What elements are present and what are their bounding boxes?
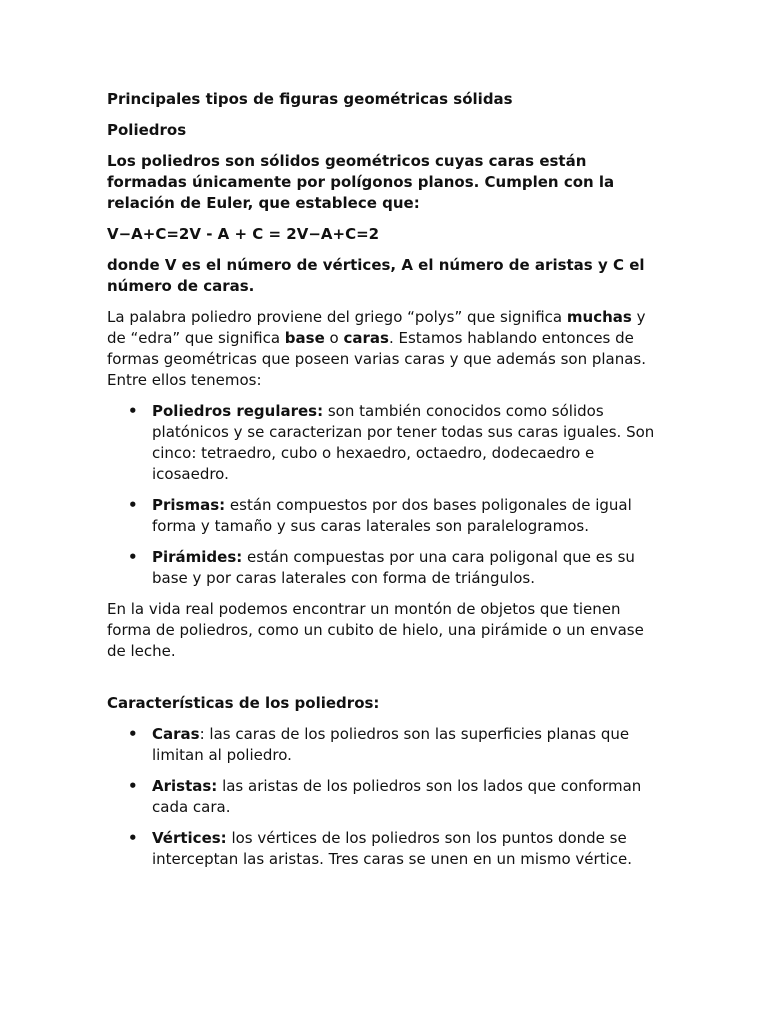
blank-line bbox=[107, 672, 663, 693]
characteristics-list bbox=[107, 724, 663, 870]
list-item-caras bbox=[128, 724, 663, 766]
etymology-text-4: . Estamos hablando entonces de formas geométricas que poseen varias caras y que además son planas. Entre ellos tenemos: bbox=[107, 329, 647, 389]
list-item-text: los vértices de los poliedros son los puntos donde se interceptan las aristas. Tres caras se unen en un mismo vértice. bbox=[152, 829, 632, 868]
list-item-term: Caras bbox=[152, 725, 200, 743]
list-item-text: son también conocidos como sólidos platónicos y se caracterizan por tener todas sus caras iguales. Son cinco: tetraedro, cubo o hexaedro, octaedro, dodecaedro e icosaedro. bbox=[152, 402, 655, 483]
etymology-text-2: y de “edra” que significa bbox=[107, 308, 646, 347]
list-item-text: : las caras de los poliedros son las superficies planas que limitan al poliedro. bbox=[152, 725, 630, 764]
list-item-text: las aristas de los poliedros son los lados que conforman cada cara. bbox=[152, 777, 642, 816]
polyhedra-types-list bbox=[107, 401, 663, 589]
section-heading-poliedros: Poliedros bbox=[107, 121, 187, 139]
etymology-bold-caras: caras bbox=[343, 329, 389, 347]
list-item-term: Poliedros regulares: bbox=[152, 402, 324, 420]
bullet-icon: • bbox=[128, 496, 138, 514]
etymology-text-1: La palabra poliedro proviene del griego “polys” que significa bbox=[107, 308, 567, 326]
list-item-term: Vértices: bbox=[152, 829, 227, 847]
bullet-icon: • bbox=[128, 402, 138, 420]
list-item-term: Aristas: bbox=[152, 777, 218, 795]
list-item-text: están compuestos por dos bases poligonales de igual forma y tamaño y sus caras laterales son paralelogramos. bbox=[152, 496, 632, 535]
euler-formula: V−A+C=2V - A + C = 2V−A+C=2 bbox=[107, 225, 380, 243]
etymology-bold-muchas: muchas bbox=[566, 308, 632, 326]
list-item-term: Pirámides: bbox=[152, 548, 243, 566]
bullet-icon: • bbox=[128, 829, 138, 847]
formula-explanation: donde V es el número de vértices, A el número de aristas y C el número de caras. bbox=[107, 256, 645, 295]
list-item-aristas bbox=[128, 776, 663, 818]
list-item-prismas bbox=[128, 495, 663, 537]
real-life-paragraph: En la vida real podemos encontrar un montón de objetos que tienen forma de poliedros, como un cubito de hielo, una pirámide o un envase de leche. bbox=[107, 600, 644, 660]
document-page bbox=[107, 89, 663, 880]
section-heading-caracteristicas: Características de los poliedros: bbox=[107, 694, 380, 712]
intro-paragraph: Los poliedros son sólidos geométricos cuyas caras están formadas únicamente por polígonos planos. Cumplen con la relación de Euler, que establece que: bbox=[107, 152, 615, 212]
bullet-icon: • bbox=[128, 777, 138, 795]
document-title: Principales tipos de figuras geométricas sólidas bbox=[107, 90, 513, 108]
list-item-term: Prismas: bbox=[152, 496, 226, 514]
etymology-text-3: o bbox=[324, 329, 344, 347]
bullet-icon: • bbox=[128, 548, 138, 566]
list-item-piramides bbox=[128, 547, 663, 589]
bullet-icon: • bbox=[128, 725, 138, 743]
list-item-poliedros-regulares bbox=[128, 401, 663, 485]
list-item-text: están compuestas por una cara poligonal que es su base y por caras laterales con forma de triángulos. bbox=[152, 548, 635, 587]
etymology-paragraph bbox=[107, 307, 663, 391]
etymology-bold-base: base bbox=[284, 329, 325, 347]
list-item-vertices bbox=[128, 828, 663, 870]
